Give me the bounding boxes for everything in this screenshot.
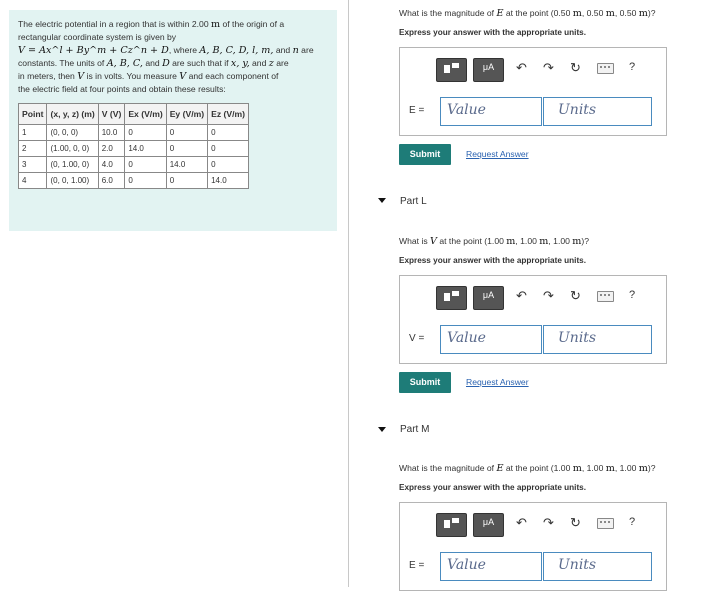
- reset-icon[interactable]: ↻: [570, 60, 581, 75]
- col-point: Point: [19, 104, 47, 125]
- help-icon[interactable]: ?: [629, 61, 636, 73]
- units-input[interactable]: Units: [543, 97, 652, 126]
- submit-button[interactable]: Submit: [399, 144, 451, 165]
- keyboard-icon[interactable]: [597, 63, 614, 74]
- part-m-instruction: Express your answer with the appropriate units.: [399, 483, 586, 492]
- help-icon[interactable]: ?: [629, 289, 636, 301]
- measurement-table: [18, 103, 249, 189]
- col-coords: (x, y, z) (m): [47, 104, 98, 125]
- reset-icon[interactable]: ↻: [570, 288, 581, 303]
- col-ey: Ey (V/m): [166, 104, 207, 125]
- col-v: V (V): [98, 104, 125, 125]
- potential-formula: V = Ax^l + By^m + Cz^n + D: [18, 44, 169, 56]
- units-button[interactable]: μA: [473, 58, 504, 82]
- part-l-question: What is V at the point (1.00 m, 1.00 m, 1.00 m)?: [399, 236, 590, 247]
- value-input[interactable]: Value: [440, 325, 542, 354]
- template-button[interactable]: [436, 513, 467, 537]
- part-k-question: What is the magnitude of E at the point (0.50 m, 0.50 m, 0.50 m)?: [399, 8, 656, 19]
- problem-panel: [9, 10, 337, 231]
- units-input[interactable]: Units: [543, 552, 652, 581]
- col-ez: Ez (V/m): [208, 104, 249, 125]
- table-row: 3 (0, 1.00, 0) 4.0 0 14.0 0: [19, 157, 249, 173]
- redo-icon[interactable]: ↷: [543, 288, 554, 303]
- col-ex: Ex (V/m): [125, 104, 166, 125]
- units-button[interactable]: μA: [473, 286, 504, 310]
- table-header-row: [19, 104, 249, 125]
- table-row: 2 (1.00, 0, 0) 2.0 14.0 0 0: [19, 141, 249, 157]
- redo-icon[interactable]: ↷: [543, 60, 554, 75]
- table-row: 4 (0, 0, 1.00) 6.0 0 0 14.0: [19, 173, 249, 189]
- problem-statement: The electric potential in a region that is within 2.00 m of the origin of a rectangular coordinate system is given by V = Ax^l + By^m + Cz^n + D, where A, B, C, D, l, m, and n are constants. The units of A, B, C, and D are such that if x, y, and z are in meters, then V is in volts. You measure V and each component of the electric field at four points and obtain these results:: [18, 19, 314, 95]
- keyboard-icon[interactable]: [597, 518, 614, 529]
- template-button[interactable]: [436, 286, 467, 310]
- redo-icon[interactable]: ↷: [543, 515, 554, 530]
- collapse-icon[interactable]: [378, 427, 386, 432]
- units-button[interactable]: μA: [473, 513, 504, 537]
- part-l-instruction: Express your answer with the appropriate units.: [399, 256, 586, 265]
- keyboard-icon[interactable]: [597, 291, 614, 302]
- part-m-question: What is the magnitude of E at the point (1.00 m, 1.00 m, 1.00 m)?: [399, 463, 656, 474]
- collapse-icon[interactable]: [378, 198, 386, 203]
- undo-icon[interactable]: ↶: [516, 288, 527, 303]
- column-divider: [348, 0, 349, 587]
- value-input[interactable]: Value: [440, 97, 542, 126]
- part-m-answer-box: [399, 502, 667, 591]
- template-button[interactable]: [436, 58, 467, 82]
- undo-icon[interactable]: ↶: [516, 515, 527, 530]
- reset-icon[interactable]: ↻: [570, 515, 581, 530]
- submit-button[interactable]: Submit: [399, 372, 451, 393]
- table-row: 1 (0, 0, 0) 10.0 0 0 0: [19, 125, 249, 141]
- units-input[interactable]: Units: [543, 325, 652, 354]
- part-k-instruction: Express your answer with the appropriate units.: [399, 28, 586, 37]
- answer-variable-label: E =: [409, 560, 425, 571]
- help-icon[interactable]: ?: [629, 516, 636, 528]
- part-k-answer-box: [399, 47, 667, 136]
- part-m-title[interactable]: Part M: [400, 424, 430, 435]
- part-l-answer-box: [399, 275, 667, 364]
- request-answer-link[interactable]: Request Answer: [466, 377, 529, 387]
- part-l-title[interactable]: Part L: [400, 196, 427, 207]
- answer-variable-label: V =: [409, 333, 425, 344]
- undo-icon[interactable]: ↶: [516, 60, 527, 75]
- request-answer-link[interactable]: Request Answer: [466, 149, 529, 159]
- answer-variable-label: E =: [409, 105, 425, 116]
- value-input[interactable]: Value: [440, 552, 542, 581]
